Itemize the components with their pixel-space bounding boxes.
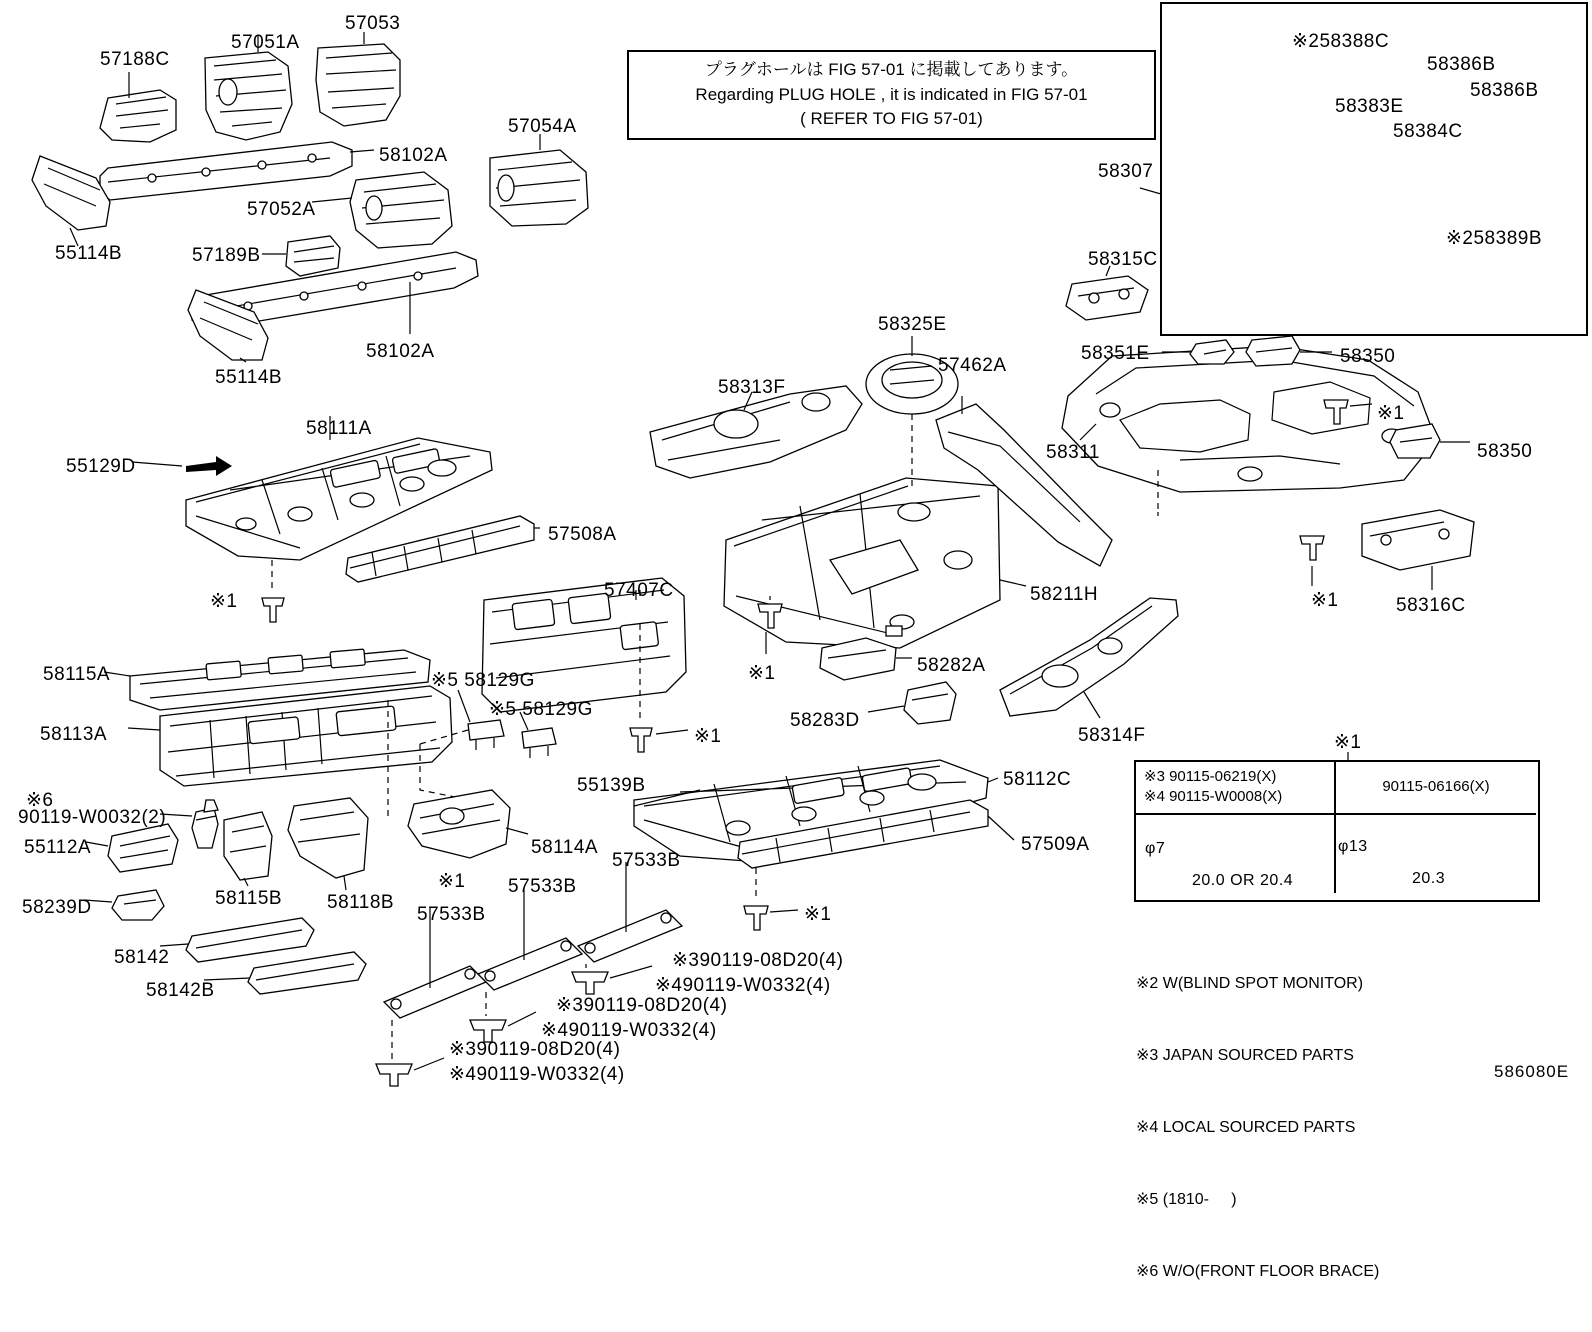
figure-code: 586080E [1494, 1062, 1570, 1081]
part-label-58112C[interactable]: 58112C [1003, 769, 1072, 790]
part-label-57462A[interactable]: 57462A [938, 355, 1007, 376]
footnote-item: ※5 (1810- ) [1136, 1191, 1237, 1208]
legend-right-head [1336, 762, 1536, 815]
part-label-58239D[interactable]: 58239D [22, 897, 92, 918]
part-label-490119-W03324[interactable]: ※490119-W0332(4) [655, 975, 831, 996]
part-label-55114B[interactable]: 55114B [55, 243, 123, 264]
part-label-58113A[interactable]: 58113A [40, 724, 108, 745]
part-label-58311[interactable]: 58311 [1046, 442, 1100, 463]
part-label-6[interactable]: ※6 [26, 790, 54, 811]
plug-hole-note-box [627, 50, 1156, 140]
part-label-1[interactable]: ※1 [748, 663, 776, 684]
part-label-258389B[interactable]: ※258389B [1446, 228, 1542, 249]
part-label-58325E[interactable]: 58325E [878, 314, 947, 335]
legend-mark-top: ※1 [1334, 732, 1362, 753]
part-label-58383E[interactable]: 58383E [1335, 96, 1404, 117]
part-label-58386B[interactable]: 58386B [1470, 80, 1539, 101]
part-label-58316C[interactable]: 58316C [1396, 595, 1466, 616]
footnote-item: ※3 JAPAN SOURCED PARTS [1136, 1047, 1354, 1064]
footnote-item: ※6 W/O(FRONT FLOOR BRACE) [1136, 1263, 1380, 1280]
part-label-58307[interactable]: 58307 [1098, 161, 1154, 182]
part-label-558129G[interactable]: ※5 58129G [489, 699, 593, 720]
part-label-57533B[interactable]: 57533B [612, 850, 681, 871]
part-label-55129D[interactable]: 55129D [66, 456, 136, 477]
part-label-1[interactable]: ※1 [438, 871, 466, 892]
part-label-58386B[interactable]: 58386B [1427, 54, 1496, 75]
part-label-490119-W03324[interactable]: ※490119-W0332(4) [541, 1020, 717, 1041]
part-label-390119-08D204[interactable]: ※390119-08D20(4) [449, 1039, 621, 1060]
part-label-1[interactable]: ※1 [804, 904, 832, 925]
legend-left-head [1136, 762, 1336, 815]
legend-right-head-text: 90115-06166(X) [1382, 778, 1490, 796]
part-label-57052A[interactable]: 57052A [247, 199, 316, 220]
part-label-58111A[interactable]: 58111A [306, 418, 372, 439]
part-label-58115B[interactable]: 58115B [215, 888, 283, 909]
legend-right-length: 20.3 [1412, 870, 1446, 887]
footnote-list [1136, 924, 1379, 1332]
part-label-57407C[interactable]: 57407C [604, 580, 674, 601]
footnote-item: ※2 W(BLIND SPOT MONITOR) [1136, 975, 1364, 992]
part-label-58118B[interactable]: 58118B [327, 892, 395, 913]
part-label-58350[interactable]: 58350 [1340, 346, 1396, 367]
part-label-58142[interactable]: 58142 [114, 947, 170, 968]
part-label-490119-W03324[interactable]: ※490119-W0332(4) [449, 1064, 625, 1085]
note-line-ref: ( REFER TO FIG 57-01) [800, 109, 983, 129]
part-label-58115A[interactable]: 58115A [43, 664, 111, 685]
part-label-390119-08D204[interactable]: ※390119-08D20(4) [672, 950, 844, 971]
part-label-58211H[interactable]: 58211H [1030, 584, 1099, 605]
part-label-58384C[interactable]: 58384C [1393, 121, 1463, 142]
part-label-58282A[interactable]: 58282A [917, 655, 986, 676]
part-label-58114A[interactable]: 58114A [531, 837, 599, 858]
note-line-jp: プラグホールは FIG 57-01 に掲載してあります。 [704, 60, 1079, 79]
part-label-58315C[interactable]: 58315C [1088, 249, 1158, 270]
part-label-1[interactable]: ※1 [1311, 590, 1339, 611]
part-label-58142B[interactable]: 58142B [146, 980, 215, 1001]
part-label-558129G[interactable]: ※5 58129G [431, 670, 535, 691]
legend-right-diameter: φ13 [1338, 838, 1368, 855]
part-label-1[interactable]: ※1 [1377, 403, 1405, 424]
part-label-58313F[interactable]: 58313F [718, 377, 786, 398]
part-label-57189B[interactable]: 57189B [192, 245, 261, 266]
part-label-258388C[interactable]: ※258388C [1292, 31, 1390, 52]
part-label-58102A[interactable]: 58102A [366, 341, 435, 362]
legend-left-head-line1: ※3 90115-06219(X) [1144, 768, 1277, 785]
part-label-57053[interactable]: 57053 [345, 13, 401, 34]
legend-left-length: 20.0 OR 20.4 [1192, 872, 1294, 889]
legend-left-head-line2: ※4 90115-W0008(X) [1144, 788, 1283, 806]
part-label-57533B[interactable]: 57533B [508, 876, 577, 897]
part-label-55114B[interactable]: 55114B [215, 367, 283, 388]
part-label-55112A[interactable]: 55112A [24, 837, 92, 858]
part-label-57054A[interactable]: 57054A [508, 116, 577, 137]
legend-left-diameter: φ7 [1145, 840, 1166, 857]
part-label-57188C[interactable]: 57188C [100, 49, 170, 70]
footnote-item: ※4 LOCAL SOURCED PARTS [1136, 1119, 1356, 1136]
part-label-57533B[interactable]: 57533B [417, 904, 486, 925]
part-label-55139B[interactable]: 55139B [577, 775, 646, 796]
part-label-1[interactable]: ※1 [694, 726, 722, 747]
part-label-390119-08D204[interactable]: ※390119-08D20(4) [556, 995, 728, 1016]
part-label-1[interactable]: ※1 [210, 591, 238, 612]
part-label-58350[interactable]: 58350 [1477, 441, 1533, 462]
part-label-58351E[interactable]: 58351E [1081, 343, 1150, 364]
note-line-en: Regarding PLUG HOLE , it is indicated in FIG 57-01 [695, 84, 1088, 104]
part-label-58283D[interactable]: 58283D [790, 710, 860, 731]
part-label-57509A[interactable]: 57509A [1021, 834, 1090, 855]
part-label-58314F[interactable]: 58314F [1078, 725, 1146, 746]
part-label-58102A[interactable]: 58102A [379, 145, 448, 166]
part-label-57508A[interactable]: 57508A [548, 524, 617, 545]
part-label-90119-W00322[interactable]: 90119-W0032(2) [18, 807, 167, 828]
part-label-57051A[interactable]: 57051A [231, 32, 300, 53]
